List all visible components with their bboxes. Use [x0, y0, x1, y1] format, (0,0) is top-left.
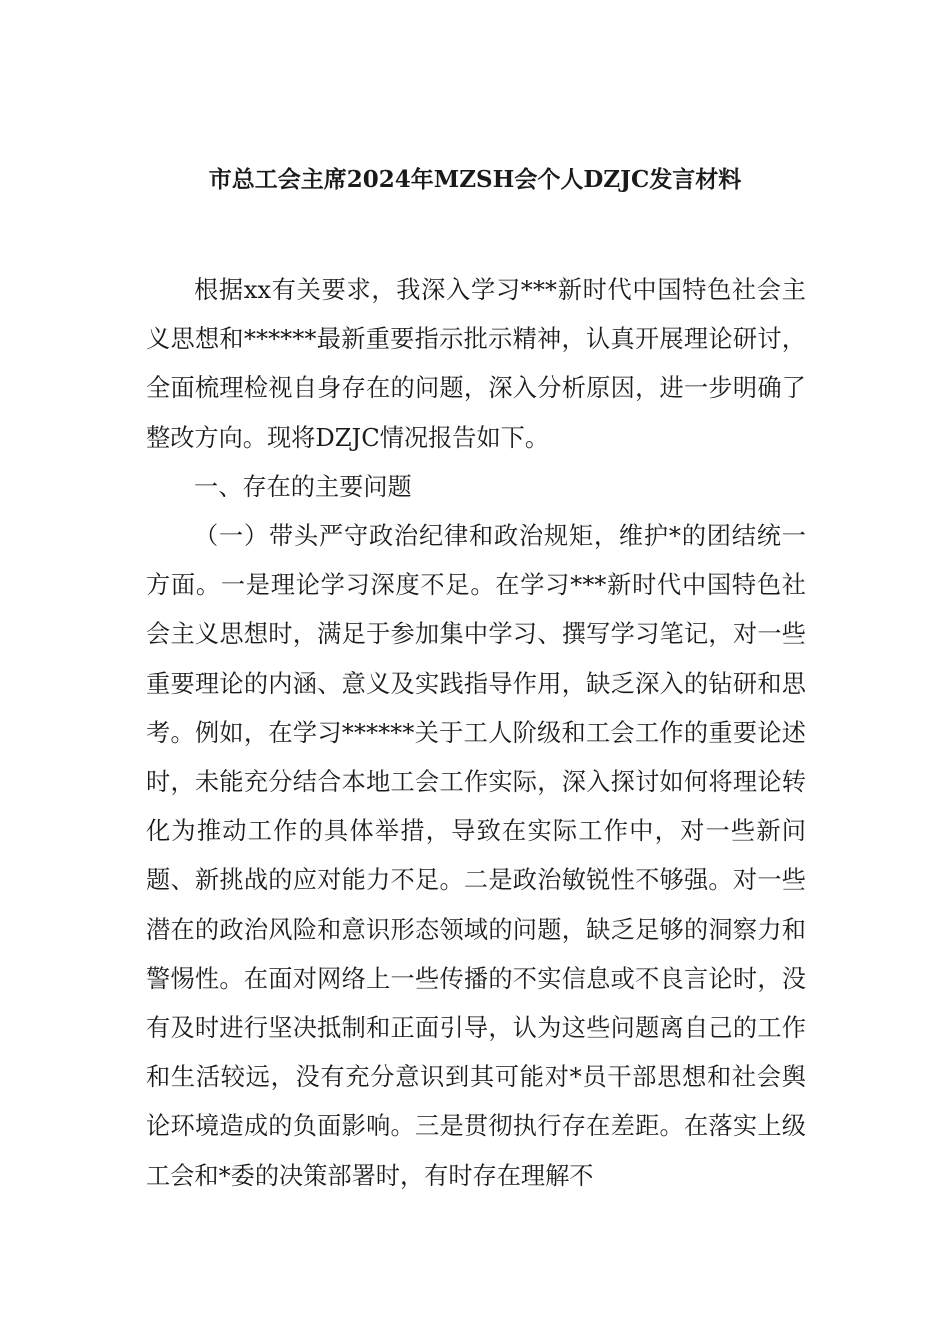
document-title: 市总工会主席2024年MZSH会个人DZJC发言材料 [208, 166, 742, 193]
paragraph-section-1: （一）带头严守政治纪律和政治规矩，维护*的团结统一方面。一是理论学习深度不足。在学习***新时代中国特色社会主义思想时，满足于参加集中学习、撰写学习笔记，对一些重要理论的内涵、意义及实践指导作用，缺乏深入的钻研和思考。例如，在学习******关于工人阶级和工会工作的重要论述时，未能充分结合本地工会工作实际，深入探讨如何将理论转化为推动工作的具体举措，导致在实际工作中，对一些新问题、新挑战的应对能力不足。二是政治敏锐性不够强。对一些潜在的政治风险和意识形态领域的问题，缺乏足够的洞察力和警惕性。在面对网络上一些传播的不实信息或不良言论时，没有及时进行坚决抵制和正面引导，认为这些问题离自己的工作和生活较远，没有充分意识到其可能对*员干部思想和社会舆论环境造成的负面影响。三是贯彻执行存在差距。在落实上级工会和*委的决策部署时，有时存在理解不 [146, 522, 806, 1190]
section-heading: 一、存在的主要问题 [194, 472, 412, 501]
document-body [146, 266, 806, 1201]
paragraph-intro: 根据xx有关要求，我深入学习***新时代中国特色社会主义思想和******最新重要指示批示精神，认真开展理论研讨，全面梳理检视自身存在的问题，深入分析原因，进一步明确了整改方向。现将DZJC情况报告如下。 [146, 276, 806, 452]
